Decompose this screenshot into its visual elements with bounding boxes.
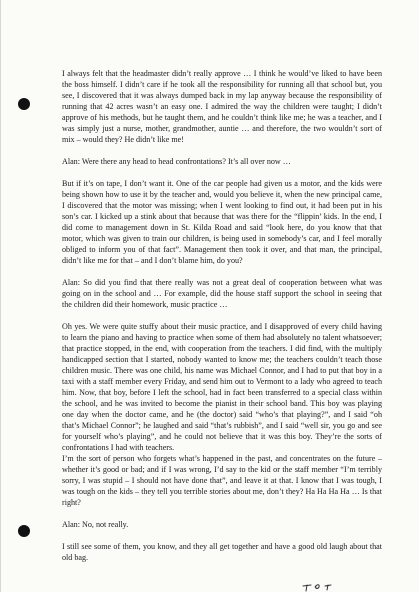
paragraph-headmaster: I always felt that the headmaster didn’t really approve … I think he would’ve liked to have been the boss himself. I didn’t care if he took all the responsibility for running all that school but, you see, I discovered that it was always dumped back in my lap anyway because the responsibility of running that 42 acres wasn’t an easy one. I admired the way the children were taught; I didn’t approve of his methods, but he taught them, and he couldn’t think like me; he was a teacher, and I was simply just a nurse, mother, grandmother, auntie … and therefore, the two wouldn’t sort of mix – would they? He didn’t like me! xyxy=(62,69,382,144)
paragraph-motor: But if it’s on tape, I don’t want it. One of the car people had given us a motor, and the kids were being shown how to use it by the teacher and, would you believe it, when the new principal came, I discovered that the motor was missing; when I went looking to find out, it had been put in his son’s car. I kicked up a stink about that because that was there for the “flippin’ kids. In the end, I did come to management down in St. Kilda Road and said “look here, do you know that that motor, which was given to train our children, is being used in somebody’s car, and I feel morally obliged to inform you of that fact”. Management then took it over, and that man, the principal, didn’t like me for that – and I don’t blame him, do you? xyxy=(62,179,382,265)
paragraph-forgets-past: I’m the sort of person who forgets what’s happened in the past, and concentrates on the future – whether it’s good or bad; and if I was wrong, I’d say to the kid or the staff member “I’m terribly sorry, I was stupid – I should not have done that”, and leave it at that. I know that I was tough, I was tough on the kids – they tell you terrible stories about me, don’t they? Ha Ha Ha Ha … Is that right? xyxy=(62,454,382,507)
paragraph-old-bag: I still see some of them, you know, and they all get together and have a good old laugh about that old bag. xyxy=(62,542,382,562)
punch-hole-bottom xyxy=(18,525,30,537)
paragraph-alan-question-confrontations: Alan: Were there any head to head confrontations? It’s all over now … xyxy=(62,157,291,166)
paragraph-alan-question-cooperation: Alan: So did you find that there really was not a great deal of cooperation between what was going on in the school and … For example, did the house staff support the school in seeing that the children did their homework, music practice … xyxy=(62,278,382,309)
document-body xyxy=(62,68,382,574)
punch-hole-top xyxy=(18,98,30,110)
handwritten-signature xyxy=(301,576,361,592)
paragraph-music-practice: Oh yes. We were quite stuffy about their music practice, and I disapproved of every child having to learn the piano and having to practice when some of them had absolutely no talent whatsoever; that practice stopped, in the end, with cooperation from the teachers. I did find, with the multiply handicapped section that I started, nobody wanted to know me; the teachers couldn’t teach those children music. There was one child, his name was Michael Connor, and I had to put that boy in a taxi with a staff member every Friday, and send him out to Vermont to a lady who agreed to teach him. Now, that boy, before I left the school, had in fact been transferred to a special class within the school, and he was invited to become the pianist in their school band. This boy was playing one day when the doctor came, and he (the doctor) said “who’s that playing?”, and I said “oh that’s Michael Connor”; he laughed and said “that’s rubbish”, and I said “well sir, you go and see for yourself who’s playing”, and he could not believe that it was this boy. They’re the sorts of confrontations I had with teachers. xyxy=(62,322,382,452)
paragraph-alan-answer: Alan: No, not really. xyxy=(62,520,129,529)
